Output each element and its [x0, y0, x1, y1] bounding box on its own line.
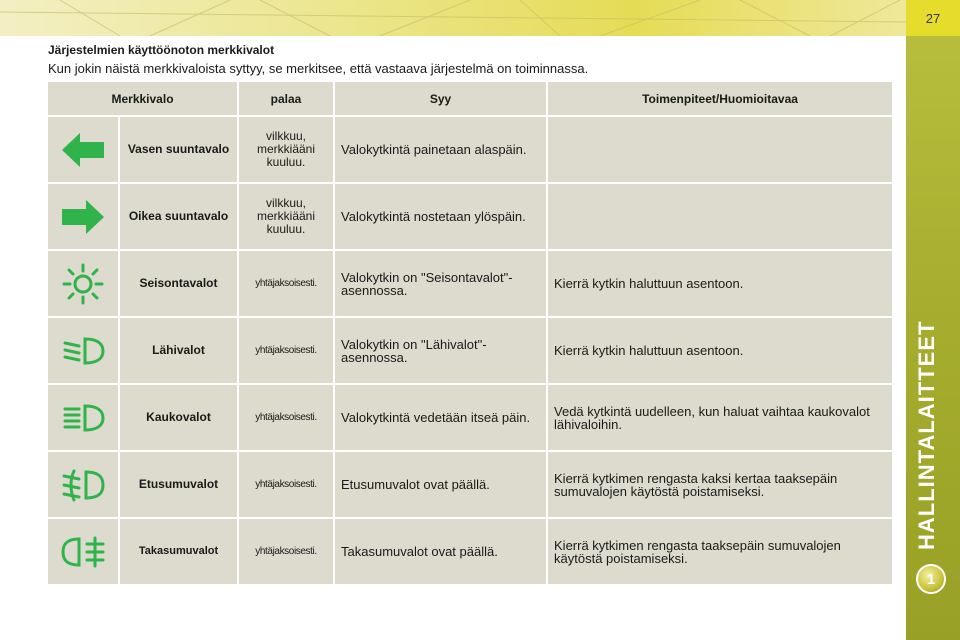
- indicator-icon-cell: [47, 250, 119, 317]
- table-row: [47, 317, 893, 384]
- indicator-state: yhtäjaksoisesti.: [238, 518, 334, 585]
- indicator-state: yhtäjaksoisesti.: [238, 317, 334, 384]
- section-intro: Kun jokin näistä merkkivaloista syttyy, se merkitsee, että vastaava järjestelmä on toiminnassa.: [48, 61, 589, 76]
- indicator-name: Etusumuvalot: [119, 451, 238, 518]
- indicator-name: Oikea suuntavalo: [119, 183, 238, 250]
- indicator-action: Vedä kytkintä uudelleen, kun haluat vaihtaa kaukovalot lähivaloihin.: [547, 384, 893, 451]
- rear-fog-lamp-icon: [61, 534, 105, 570]
- table-row: [47, 384, 893, 451]
- indicator-icon-cell: [47, 317, 119, 384]
- header-banner: [0, 0, 906, 36]
- column-header-action: Toimenpiteet/Huomioitavaa: [547, 81, 893, 116]
- indicator-cause: Valokytkin on "Seisontavalot"-asennossa.: [334, 250, 547, 317]
- indicator-icon-cell: [47, 518, 119, 585]
- indicator-action: Kierrä kytkin haluttuun asentoon.: [547, 317, 893, 384]
- table-row: [47, 183, 893, 250]
- indicator-state: vilkkuu, merkkiääni kuuluu.: [238, 116, 334, 183]
- indicator-icon-cell: [47, 384, 119, 451]
- section-heading: Järjestelmien käyttöönoton merkkivalot: [48, 43, 275, 57]
- table-row: [47, 518, 893, 585]
- table-row: [47, 250, 893, 317]
- indicator-action: Kierrä kytkimen rengasta kaksi kertaa taaksepäin sumuvalojen käytöstä poistamiseksi.: [547, 451, 893, 518]
- indicator-action: [547, 116, 893, 183]
- indicator-cause: Etusumuvalot ovat päällä.: [334, 451, 547, 518]
- table-row: [47, 451, 893, 518]
- indicator-cause: Valokytkintä painetaan alaspäin.: [334, 116, 547, 183]
- indicator-name: Takasumuvalot: [119, 518, 238, 585]
- sidelight-icon: [61, 262, 105, 306]
- column-header-state: palaa: [238, 81, 334, 116]
- page-number: 27: [906, 0, 960, 36]
- indicator-state: yhtäjaksoisesti.: [238, 384, 334, 451]
- indicator-table: [46, 80, 894, 586]
- chapter-number-badge: 1: [916, 564, 946, 594]
- indicator-action: Kierrä kytkin haluttuun asentoon.: [547, 250, 893, 317]
- main-beam-icon: [61, 401, 105, 435]
- table-row: [47, 116, 893, 183]
- indicator-action: [547, 183, 893, 250]
- front-fog-lamp-icon: [61, 467, 105, 503]
- indicator-icon-cell: [47, 116, 119, 183]
- dipped-beam-icon: [61, 334, 105, 368]
- indicator-cause: Takasumuvalot ovat päällä.: [334, 518, 547, 585]
- indicator-cause: Valokytkintä vedetään itseä päin.: [334, 384, 547, 451]
- indicator-name: Seisontavalot: [119, 250, 238, 317]
- column-header-indicator: Merkkivalo: [47, 81, 238, 116]
- indicator-cause: Valokytkintä nostetaan ylöspäin.: [334, 183, 547, 250]
- indicator-action: Kierrä kytkimen rengasta taaksepäin sumuvalojen käytöstä poistamiseksi.: [547, 518, 893, 585]
- banner-decoration: [0, 0, 906, 36]
- indicator-cause: Valokytkin on "Lähivalot"-asennossa.: [334, 317, 547, 384]
- indicator-state: yhtäjaksoisesti.: [238, 451, 334, 518]
- indicator-name: Vasen suuntavalo: [119, 116, 238, 183]
- indicator-name: Kaukovalot: [119, 384, 238, 451]
- indicator-icon-cell: [47, 183, 119, 250]
- left-turn-arrow-icon: [60, 131, 106, 169]
- table-header-row: [47, 81, 893, 116]
- indicator-state: vilkkuu, merkkiääni kuuluu.: [238, 183, 334, 250]
- column-header-cause: Syy: [334, 81, 547, 116]
- right-turn-arrow-icon: [60, 198, 106, 236]
- indicator-state: yhtäjaksoisesti.: [238, 250, 334, 317]
- indicator-name: Lähivalot: [119, 317, 238, 384]
- chapter-title: HALLINTALAITTEET: [914, 320, 939, 550]
- indicator-icon-cell: [47, 451, 119, 518]
